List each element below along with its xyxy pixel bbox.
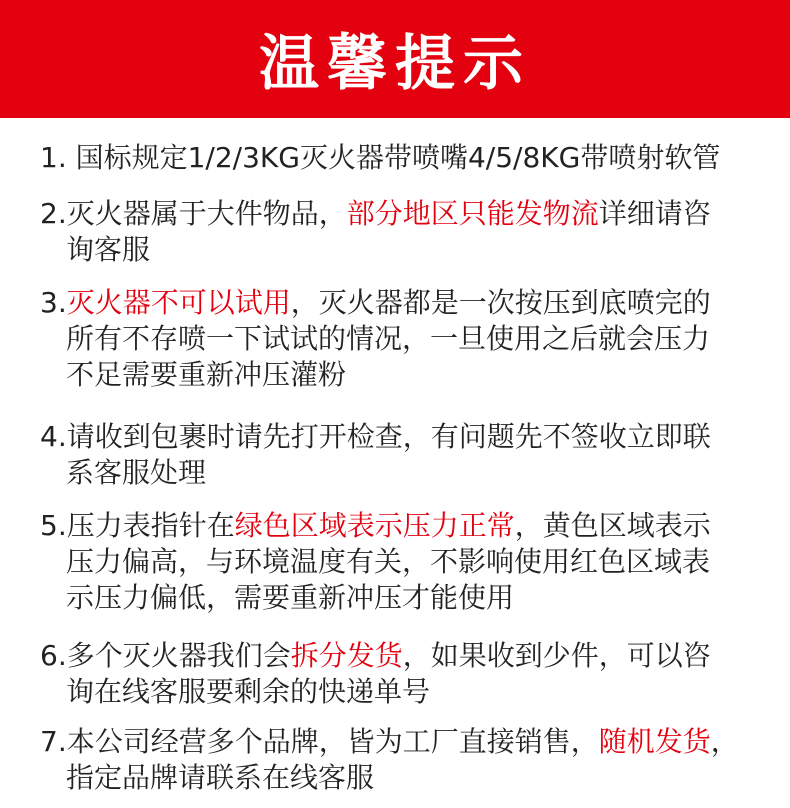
note-line <box>40 580 765 616</box>
note-highlight: 拆分发货 <box>290 639 403 672</box>
note-text: 3. <box>40 286 67 319</box>
note-line <box>40 724 765 760</box>
note-text: ，灭火器都是一次按压到底喷完的 <box>290 286 711 319</box>
note-1 <box>40 140 765 176</box>
note-text: 询在线客服要剩余的快递单号 <box>66 675 431 708</box>
note-highlight: 灭火器不可以试用 <box>66 286 291 319</box>
page-title: 温馨提示 <box>259 29 531 99</box>
note-line <box>40 357 765 393</box>
note-line <box>40 674 765 710</box>
note-line <box>40 760 765 796</box>
note-text: 6.多个灭火器我们会 <box>40 639 291 672</box>
note-text: ，如果收到少件，可以咨 <box>402 639 711 672</box>
note-2 <box>40 196 765 268</box>
note-text: ， <box>710 725 739 758</box>
note-6 <box>40 638 765 710</box>
note-text: 所有不存喷一下试试的情况，一旦使用之后就会压力 <box>66 322 711 355</box>
note-text: ，黄色区域表示 <box>514 509 711 542</box>
notes-list <box>0 118 790 808</box>
note-highlight: 部分地区只能发物流 <box>346 197 599 230</box>
note-text: 5.压力表指针在 <box>40 509 235 542</box>
note-line <box>40 638 765 674</box>
note-highlight: 绿色区域表示压力正常 <box>234 509 515 542</box>
note-line <box>40 455 765 491</box>
note-4 <box>40 419 765 491</box>
note-5 <box>40 508 765 616</box>
note-line <box>40 285 765 321</box>
note-text: 2.灭火器属于大件物品， <box>40 197 347 230</box>
note-text: 指定品牌请联系在线客服 <box>66 761 375 794</box>
note-line <box>40 508 765 544</box>
note-text: 详细请咨 <box>598 197 711 230</box>
note-line <box>40 544 765 580</box>
note-text: 系客服处理 <box>66 456 207 489</box>
note-line <box>40 321 765 357</box>
note-text: 示压力偏低，需要重新冲压才能使用 <box>66 581 515 614</box>
note-3 <box>40 285 765 393</box>
note-7 <box>40 724 765 796</box>
note-line <box>40 419 765 455</box>
note-text: 不足需要重新冲压灌粉 <box>66 358 347 391</box>
note-text: 1. 国标规定1/2/3KG灭火器带喷嘴4/5/8KG带喷射软管 <box>40 141 721 174</box>
note-highlight: 随机发货 <box>598 725 711 758</box>
note-text: 4.请收到包裹时请先打开检查，有问题先不签收立即联 <box>40 420 711 453</box>
note-line <box>40 196 765 232</box>
note-text: 询客服 <box>66 233 151 266</box>
note-line <box>40 232 765 268</box>
note-line <box>40 140 765 176</box>
header-banner <box>0 0 790 118</box>
note-text: 7.本公司经营多个品牌，皆为工厂直接销售， <box>40 725 599 758</box>
note-text: 压力偏高，与环境温度有关，不影响使用红色区域表 <box>66 545 711 578</box>
